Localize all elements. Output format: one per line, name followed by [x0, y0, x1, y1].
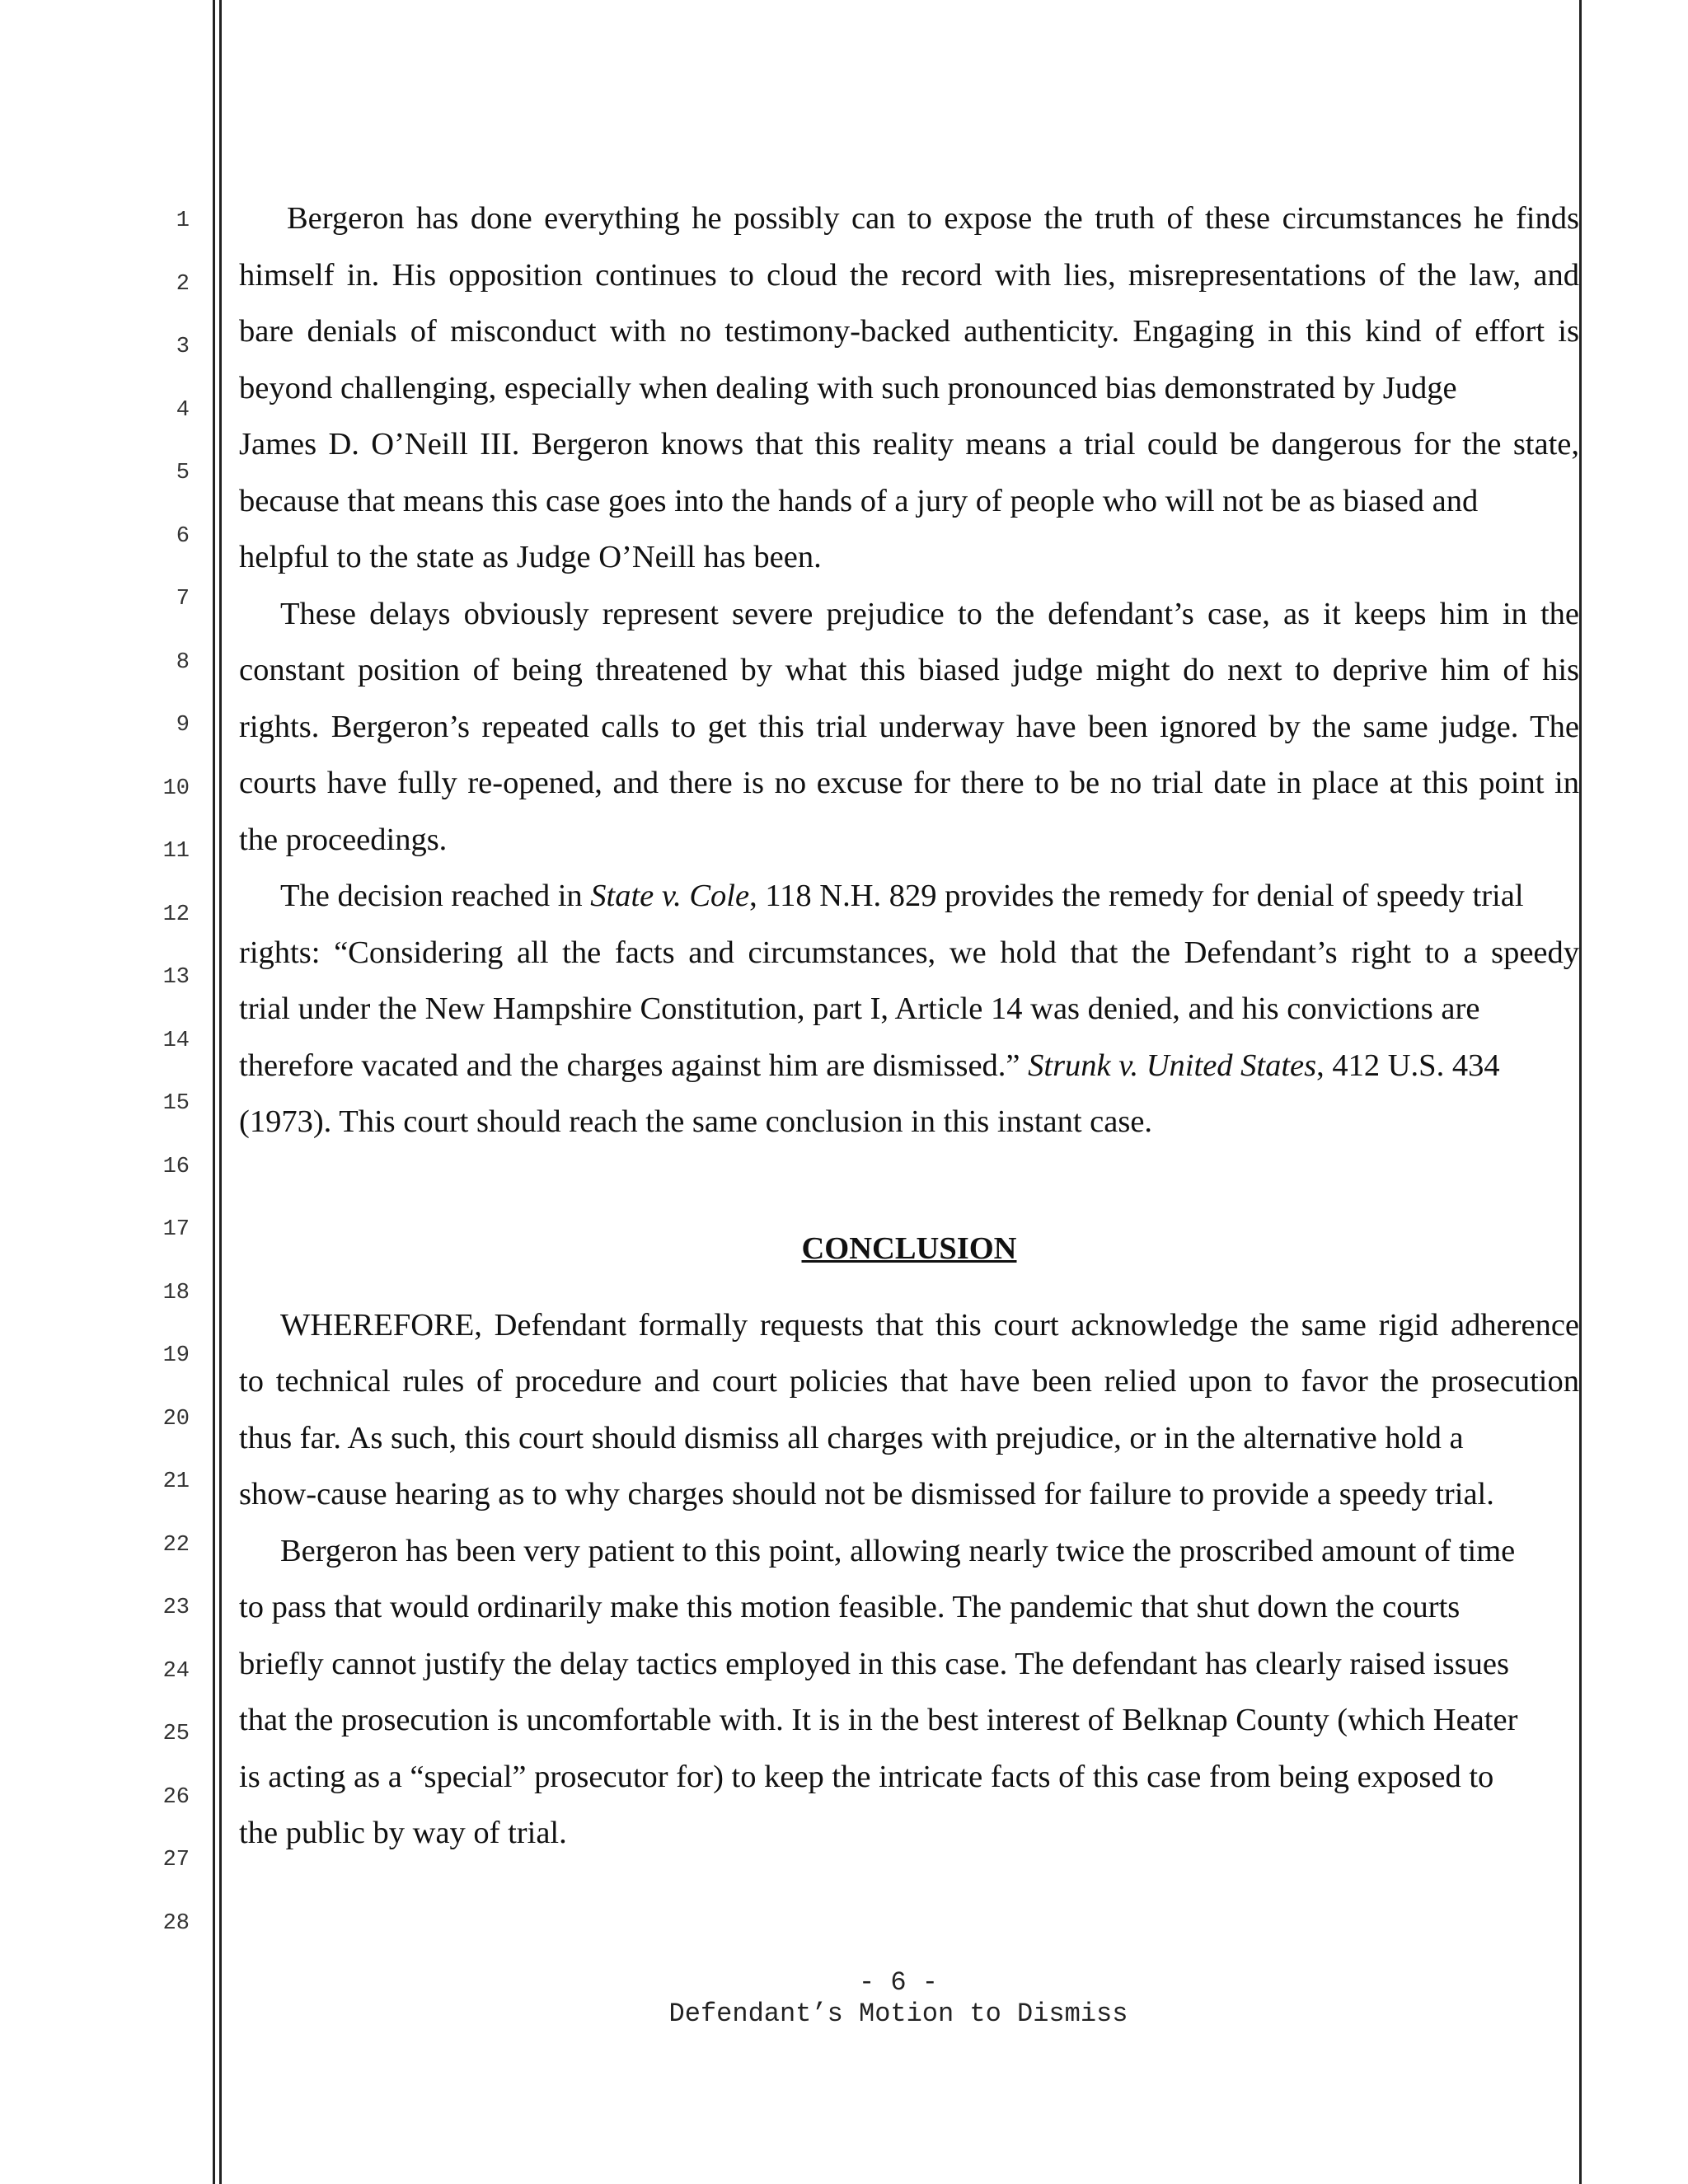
line-number: 12 — [162, 902, 190, 927]
line-number: 19 — [162, 1343, 190, 1368]
paragraph-line: (1973). This court should reach the same conclusion in this instant case. — [239, 1104, 1153, 1139]
line-number: 8 — [176, 650, 190, 675]
paragraph-line: is acting as a “special” prosecutor for) to keep the intricate facts of this case from being exposed to — [239, 1760, 1494, 1794]
line-number: 1 — [176, 209, 190, 233]
text-run: therefore vacated and the charges against him are dismissed.” — [239, 1048, 1029, 1083]
paragraph-line: trial under the New Hampshire Constitution, part I, Article 14 was denied, and his convictions are — [239, 991, 1480, 1026]
text-run: The decision reached in — [280, 879, 591, 913]
paragraph-line: thus far. As such, this court should dismiss all charges with prejudice, or in the alternative hold a — [239, 1421, 1464, 1455]
page-number: - 6 - — [858, 1967, 938, 1998]
paragraph-line: show-cause hearing as to why charges should not be dismissed for failure to provide a speedy trial. — [239, 1477, 1494, 1511]
line-number: 21 — [162, 1469, 190, 1494]
line-number: 27 — [162, 1848, 190, 1872]
paragraph-line: James D. O’Neill III. Bergeron knows that this reality means a trial could be dangerous for the state, — [239, 427, 1579, 462]
paragraph-line: WHEREFORE, Defendant formally requests that this court acknowledge the same rigid adherence — [280, 1308, 1579, 1343]
line-number: 13 — [162, 965, 190, 990]
line-number: 5 — [176, 461, 190, 485]
line-number: 17 — [162, 1217, 190, 1242]
case-citation: State v. Cole — [590, 879, 750, 913]
paragraph-line: rights. Bergeron’s repeated calls to get this trial underway have been ignored by the same judge. The — [239, 710, 1579, 744]
paragraph-line: that the prosecution is uncomfortable with. It is in the best interest of Belknap County (which Heater — [239, 1703, 1518, 1737]
line-number: 6 — [176, 524, 190, 549]
paragraph-line: helpful to the state as Judge O’Neill has been. — [239, 540, 822, 574]
line-number: 2 — [176, 272, 190, 297]
line-number: 9 — [176, 713, 190, 738]
line-number: 11 — [162, 839, 190, 864]
document-title-footer: Defendant’s Motion to Dismiss — [668, 1999, 1128, 2029]
line-number: 25 — [162, 1722, 190, 1746]
section-heading: CONCLUSION — [801, 1231, 1017, 1266]
paragraph-line: courts have fully re-opened, and there is no excuse for there to be no trial date in place at this point in — [239, 766, 1579, 800]
left-margin-rule-inner — [219, 0, 222, 2184]
paragraph-line: constant position of being threatened by what this biased judge might do next to deprive him of his — [239, 653, 1579, 687]
paragraph-line: to pass that would ordinarily make this motion feasible. The pandemic that shut down the courts — [239, 1590, 1461, 1624]
line-number: 28 — [162, 1911, 190, 1936]
paragraph-line — [239, 875, 1620, 916]
line-number: 14 — [162, 1029, 190, 1053]
line-number: 4 — [176, 398, 190, 423]
paragraph-line: the proceedings. — [239, 823, 448, 857]
line-number-column — [0, 0, 198, 2184]
line-number: 15 — [162, 1091, 190, 1116]
line-number: 16 — [162, 1155, 190, 1179]
case-citation: Strunk v. United States — [1028, 1048, 1317, 1083]
line-number: 10 — [162, 776, 190, 801]
left-margin-rule — [213, 0, 215, 2184]
text-run: , 118 N.H. 829 provides the remedy for denial of speedy trial — [749, 879, 1524, 913]
paragraph-line: Bergeron has been very patient to this point, allowing nearly twice the proscribed amount of time — [280, 1534, 1516, 1568]
paragraph-line: bare denials of misconduct with no testimony-backed authenticity. Engaging in this kind of effort is — [239, 314, 1579, 349]
paragraph-line: to technical rules of procedure and court policies that have been relied upon to favor the prosecution — [239, 1364, 1579, 1399]
line-number: 20 — [162, 1407, 190, 1432]
line-number: 7 — [176, 587, 190, 612]
paragraph-line: rights: “Considering all the facts and circumstances, we hold that the Defendant’s right to a speedy — [239, 935, 1579, 970]
document-body — [239, 0, 1579, 2184]
paragraph-line: beyond challenging, especially when dealing with such pronounced bias demonstrated by Judge — [239, 371, 1457, 405]
paragraph-line: These delays obviously represent severe prejudice to the defendant’s case, as it keeps him in the — [280, 597, 1579, 631]
line-number: 26 — [162, 1785, 190, 1810]
line-number: 23 — [162, 1596, 190, 1620]
paragraph-line: the public by way of trial. — [239, 1816, 567, 1850]
line-number: 22 — [162, 1533, 190, 1558]
paragraph-line: because that means this case goes into the hands of a jury of people who will not be as biased and — [239, 484, 1479, 518]
line-number: 18 — [162, 1281, 190, 1305]
paragraph-line: briefly cannot justify the delay tactics employed in this case. The defendant has clearly raised issues — [239, 1647, 1509, 1681]
paragraph-line — [239, 1045, 1579, 1086]
line-number: 3 — [176, 335, 190, 359]
paragraph-line: himself in. His opposition continues to cloud the record with lies, misrepresentations of the law, and — [239, 258, 1579, 293]
right-margin-rule — [1579, 0, 1582, 2184]
text-run: , 412 U.S. 434 — [1316, 1048, 1500, 1083]
paragraph-line: Bergeron has done everything he possibly can to expose the truth of these circumstances he finds — [287, 201, 1579, 236]
line-number: 24 — [162, 1659, 190, 1684]
